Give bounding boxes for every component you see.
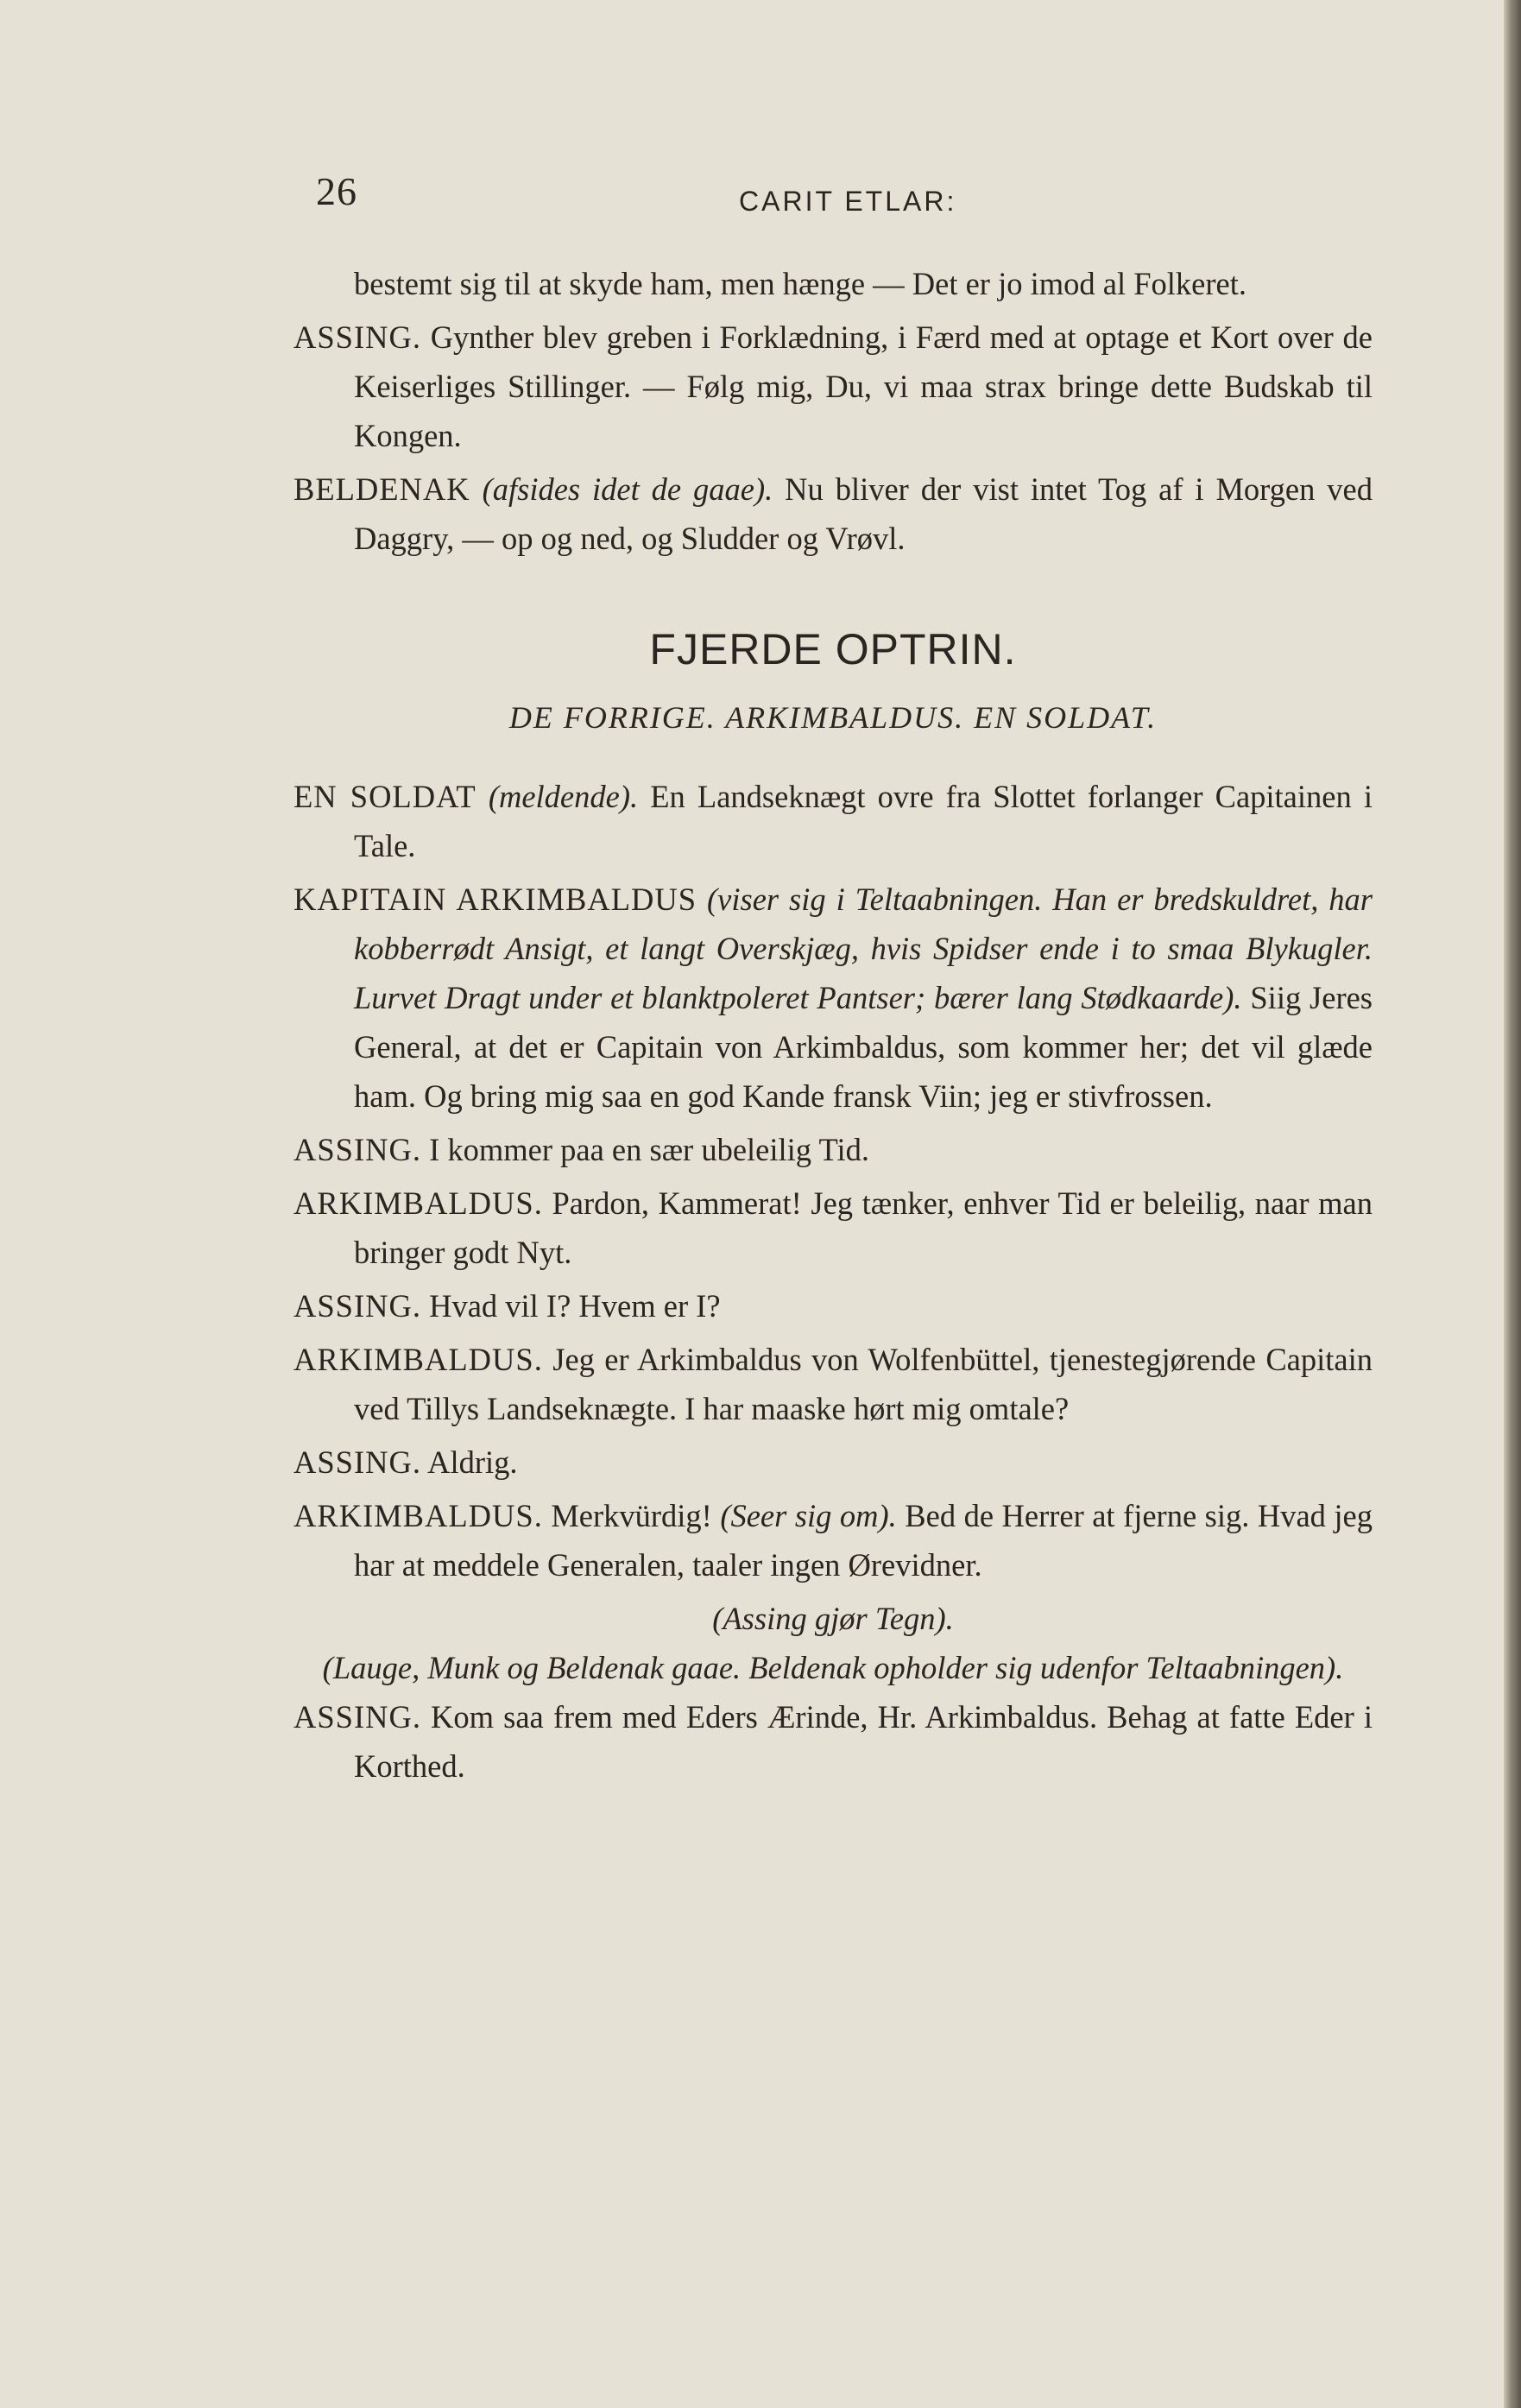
- scene-title: FJERDE OPTRIN.: [649, 625, 1017, 673]
- paragraph: [293, 1125, 1373, 1174]
- speaker-name: ASSING.: [293, 1132, 421, 1167]
- stage-direction-centered: (Lauge, Munk og Beldenak gaae. Beldenak opholder sig udenfor Teltaabningen).: [322, 1650, 1344, 1685]
- paragraph-text: Merkvürdig!: [542, 1498, 712, 1533]
- paragraph: [293, 1438, 1373, 1487]
- speaker-name: KAPITAIN ARKIMBALDUS: [293, 882, 697, 917]
- paragraph: [293, 259, 1373, 308]
- paragraph-text: Gynther blev greben i Forklædning, i Færd med at optage et Kort over de Keiserliges Stillinger. — Følg mig, Du, vi maa strax bringe dette Budskab til Kongen.: [354, 319, 1373, 453]
- speaker-name: ARKIMBALDUS.: [293, 1342, 543, 1377]
- paragraph-text: En Landseknægt ovre fra Slottet forlanger Capitainen i Tale.: [354, 779, 1373, 863]
- page-edge-shadow: [1504, 0, 1521, 2408]
- paragraph-text: I kommer paa en sær ubeleilig Tid.: [420, 1132, 870, 1167]
- paragraph: [293, 772, 1373, 870]
- paragraph-text: Jeg er Arkimbaldus von Wolfenbüttel, tjenestegjørende Capitain ved Tillys Landseknægte. I har maaske hørt mig omtale?: [354, 1342, 1373, 1426]
- speaker-name: ASSING.: [293, 319, 421, 355]
- paragraph-text: Pardon, Kammerat! Jeg tænker, enhver Tid er beleilig, naar man bringer godt Nyt.: [354, 1185, 1373, 1270]
- cast-list: DE FORRIGE. ARKIMBALDUS. EN SOLDAT.: [508, 700, 1158, 735]
- speaker-name: EN SOLDAT: [293, 779, 476, 814]
- stage-direction: (meldende).: [476, 779, 639, 814]
- speaker-name: ASSING.: [293, 1288, 421, 1324]
- paragraph: [293, 465, 1373, 563]
- stage-direction-centered: (Assing gjør Tegn).: [712, 1601, 954, 1636]
- page-text: [293, 259, 1373, 1795]
- paragraph-text: Kom saa frem med Eders Ærinde, Hr. Arkimbaldus. Behag at fatte Eder i Korthed.: [354, 1699, 1373, 1784]
- page-header: [316, 168, 1378, 220]
- running-head: CARIT ETLAR:: [739, 186, 957, 217]
- paragraph: [293, 1281, 1373, 1330]
- paragraph: [293, 1179, 1373, 1277]
- speaker-name: ASSING.: [293, 1444, 421, 1480]
- paragraph: [293, 875, 1373, 1121]
- paragraph-text: Nu bliver der vist intet Tog af i Morgen ved Daggry, — op og ned, og Sludder og Vrøvl.: [354, 471, 1373, 556]
- page-number: 26: [316, 169, 357, 213]
- paragraph: [293, 313, 1373, 460]
- stage-direction: (afsides idet de gaae).: [470, 471, 773, 507]
- speaker-name: BELDENAK: [293, 471, 470, 507]
- paragraph-text: bestemt sig til at skyde ham, men hænge — Det er jo imod al Folkeret.: [354, 266, 1246, 301]
- paragraph-text: Aldrig.: [420, 1444, 518, 1480]
- paragraph: [293, 1335, 1373, 1433]
- paragraph-text: Hvad vil I? Hvem er I?: [420, 1288, 721, 1324]
- speaker-name: ARKIMBALDUS.: [293, 1185, 543, 1221]
- paragraph: [293, 1491, 1373, 1590]
- paragraph-text: Bed de Herrer at fjerne sig. Hvad jeg har at meddele Generalen, taaler ingen Ørevidner.: [354, 1498, 1373, 1583]
- speaker-name: ARKIMBALDUS.: [293, 1498, 543, 1533]
- paragraph: [293, 1692, 1373, 1791]
- stage-direction: (viser sig i Teltaabningen. Han er bredskuldret, har kobberrødt Ansigt, et langt Overskjæg, hvis Spidser ende i to smaa Blykugler. Lurvet Dragt under et blanktpoleret Pantser; bærer lang Stødkaarde).: [354, 882, 1373, 1015]
- speaker-name: ASSING.: [293, 1699, 421, 1735]
- stage-direction: (Seer sig om).: [711, 1498, 897, 1533]
- paragraph-text: Siig Jeres General, at det er Capitain von Arkimbaldus, som kommer her; det vil glæde ham. Og bring mig saa en god Kande fransk Viin; jeg er stivfrossen.: [354, 980, 1373, 1114]
